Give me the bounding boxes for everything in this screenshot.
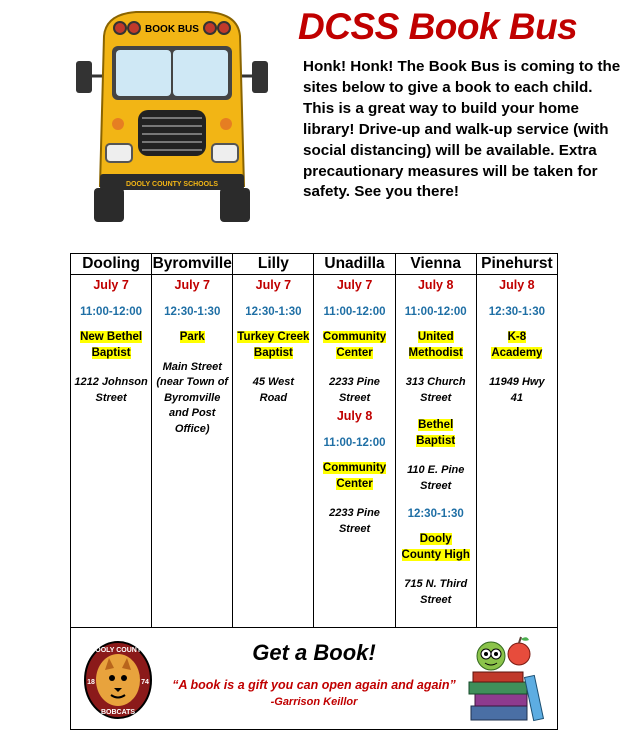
stop-address xyxy=(154,360,230,438)
page-title: DCSS Book Bus xyxy=(298,6,578,47)
address-line: Street xyxy=(95,391,127,404)
column-header-pinehurst: Pinehurst xyxy=(476,254,557,275)
stop-time: 11:00-12:00 xyxy=(80,306,143,318)
address-line: 45 West xyxy=(252,376,295,388)
stop-time: 11:00-12:00 xyxy=(323,306,386,318)
stop-date: July 8 xyxy=(417,278,454,292)
stop-date: July 7 xyxy=(255,278,292,292)
stop-time: 12:30-1:30 xyxy=(407,508,464,520)
address-line: 1212 Johnson xyxy=(74,376,148,388)
location-line: Park xyxy=(179,331,205,343)
stop-location xyxy=(73,330,149,361)
stop-address xyxy=(398,375,474,406)
stop-location xyxy=(479,330,555,361)
location-line: Methodist xyxy=(408,346,463,359)
bus-plate-text: DOOLY COUNTY SCHOOLS xyxy=(125,181,219,188)
stop-location xyxy=(154,330,230,346)
location-line: Community xyxy=(322,331,387,343)
column-cell-unadilla xyxy=(314,275,395,628)
column-cell-pinehurst xyxy=(476,275,557,628)
location-line: County High xyxy=(401,548,470,561)
schedule-header-row xyxy=(71,254,558,275)
address-line: 313 Church xyxy=(405,376,466,388)
location-line: Community xyxy=(322,462,387,474)
location-line: Academy xyxy=(491,346,543,359)
column-header-vienna: Vienna xyxy=(395,254,476,275)
schedule-body-row xyxy=(71,275,558,628)
location-line: Turkey Creek xyxy=(237,331,310,343)
stop-location xyxy=(316,330,392,361)
stop-address xyxy=(73,375,149,406)
column-cell-lilly xyxy=(233,275,314,628)
stop-location xyxy=(235,330,311,361)
stop-time: 12:30-1:30 xyxy=(488,306,546,318)
stop-location xyxy=(398,418,474,449)
column-cell-vienna xyxy=(395,275,476,628)
column-header-dooling: Dooling xyxy=(71,254,152,275)
stop-time: 11:00-12:00 xyxy=(404,306,467,318)
column-header-byromville: Byromville xyxy=(152,254,233,275)
stop-time: 12:30-1:30 xyxy=(245,306,302,318)
location-line: Baptist xyxy=(91,346,131,359)
stop-location xyxy=(398,532,474,563)
location-line: Bethel xyxy=(418,419,454,431)
svg-text:BOBCATS: BOBCATS xyxy=(100,709,136,716)
address-line: (near Town of xyxy=(156,376,229,388)
address-line: and Post xyxy=(169,407,216,419)
column-cell-dooling xyxy=(71,275,152,628)
address-line: Street xyxy=(420,479,452,492)
stop-date: July 8 xyxy=(336,409,373,423)
location-line: Dooly xyxy=(419,533,452,545)
stop-date: July 7 xyxy=(336,278,373,292)
address-line: Byromville xyxy=(164,391,221,404)
stop-address xyxy=(398,463,474,494)
address-line: Main Street xyxy=(162,360,222,373)
address-line: 11949 Hwy xyxy=(489,376,545,388)
footer-heading: Get a Book! xyxy=(252,640,376,665)
address-line: Street xyxy=(420,593,452,606)
address-line: Street xyxy=(420,391,452,404)
stop-address xyxy=(398,577,474,608)
column-header-unadilla: Unadilla xyxy=(314,254,395,275)
address-line: 2233 Pine xyxy=(329,376,380,388)
address-line: Road xyxy=(259,391,288,404)
intro-paragraph: Honk! Honk! The Book Bus is coming to the sites below to give a book to each child. This is a great way to build your home library! Drive-up and walk-up service (with social distancing) will be available. Extra precautionary measures will be taken for safety. See you there! xyxy=(303,58,621,201)
stop-address xyxy=(316,506,392,537)
location-line: K-8 xyxy=(507,331,527,343)
footer-panel xyxy=(70,628,558,730)
stop-location xyxy=(316,461,392,492)
svg-text:DOOLY COUNTY: DOOLY COUNTY xyxy=(90,647,146,654)
location-line: Baptist xyxy=(416,434,456,447)
bookworm-books-icon xyxy=(461,632,551,724)
address-line: 110 E. Pine xyxy=(407,464,465,476)
location-line: Center xyxy=(336,477,373,490)
address-line: 41 xyxy=(510,391,524,404)
column-cell-byromville xyxy=(152,275,233,628)
location-line: Baptist xyxy=(253,346,293,359)
bus-sign-text: BOOK BUS xyxy=(145,24,199,35)
stop-time: 12:30-1:30 xyxy=(164,306,221,318)
address-line: Street xyxy=(338,391,371,404)
address-line: Office) xyxy=(174,422,210,435)
svg-text:74: 74 xyxy=(141,679,149,686)
footer-quote-author: -Garrison Keillor xyxy=(270,696,358,708)
stop-location xyxy=(398,330,474,361)
school-bus-illustration xyxy=(76,6,268,226)
address-line: 715 N. Third xyxy=(404,578,468,590)
column-header-lilly: Lilly xyxy=(233,254,314,275)
stop-time: 11:00-12:00 xyxy=(323,437,386,449)
location-line: Center xyxy=(336,346,373,359)
stop-address xyxy=(235,375,311,406)
address-line: 2233 Pine xyxy=(329,507,380,519)
footer-quote: “A book is a gift you can open again and again” xyxy=(172,678,456,692)
location-line: New Bethel xyxy=(80,331,143,343)
stop-date: July 7 xyxy=(174,278,210,292)
stop-address xyxy=(479,375,555,406)
svg-text:18: 18 xyxy=(87,679,95,686)
schedule-table xyxy=(70,253,558,628)
stop-date: July 8 xyxy=(499,278,535,292)
location-line: United xyxy=(417,331,454,343)
stop-address xyxy=(316,375,392,406)
stop-date: July 7 xyxy=(93,278,129,292)
address-line: Street xyxy=(338,522,371,535)
